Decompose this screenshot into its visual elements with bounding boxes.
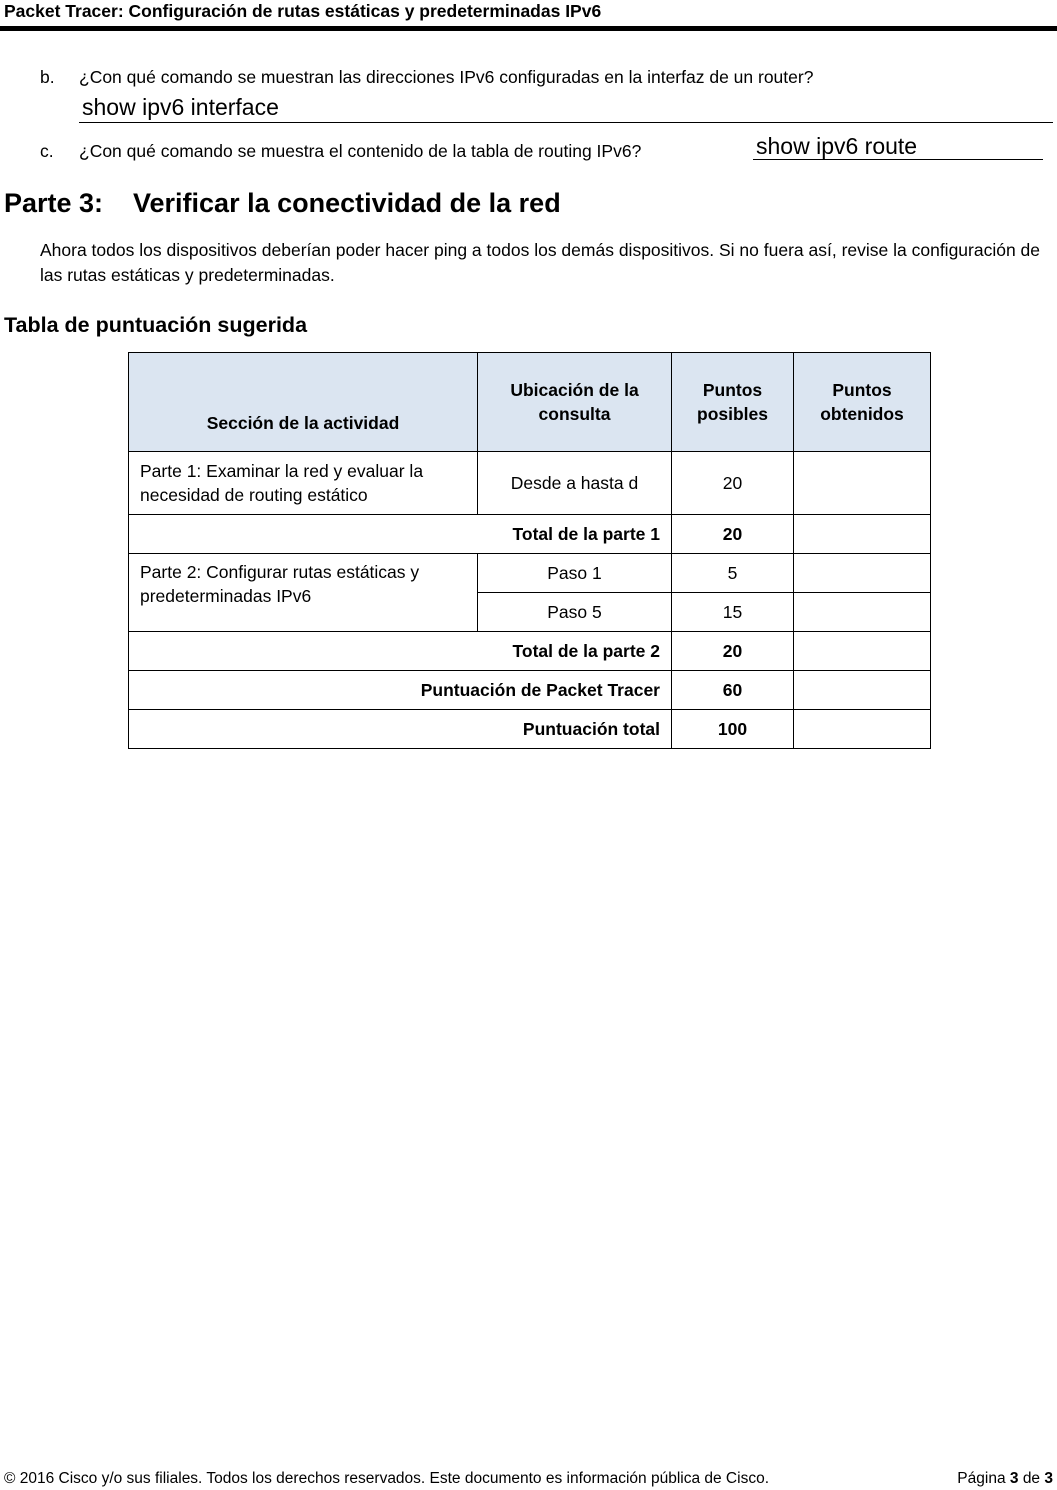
part3-paragraph: Ahora todos los dispositivos deberían poder hacer ping a todos los demás dispositivos. Si no fuera así, revise la configuración de las rutas estáticas y predeterminadas. — [40, 240, 1041, 285]
footer-page-number — [957, 1469, 1053, 1489]
part3-title: Verificar la conectividad de la red — [133, 188, 561, 218]
table-header-row — [129, 353, 931, 452]
table-row — [129, 515, 931, 554]
part2-step1-earned — [794, 554, 931, 593]
total-score-label: Puntuación total — [129, 710, 672, 749]
table-row — [129, 554, 931, 593]
footer-page-of: de — [1022, 1470, 1041, 1487]
header-points-possible: Puntos posibles — [672, 353, 794, 452]
table-row — [129, 632, 931, 671]
question-c-letter: c. — [40, 141, 54, 161]
footer-page-label: Página — [957, 1470, 1006, 1487]
scoring-table — [128, 352, 931, 749]
total-part2-label: Total de la parte 2 — [129, 632, 672, 671]
part2-step1-location: Paso 1 — [478, 554, 672, 593]
header-points-earned: Puntos obtenidos — [794, 353, 931, 452]
question-c-text: ¿Con qué comando se muestra el contenido de la tabla de routing IPv6? — [79, 141, 642, 161]
packet-tracer-earned — [794, 671, 931, 710]
total-part2-points: 20 — [672, 632, 794, 671]
scoring-table-title: Tabla de puntuación sugerida — [4, 313, 308, 337]
part1-location: Desde a hasta d — [478, 452, 672, 515]
question-b-text: ¿Con qué comando se muestran las direcciones IPv6 configuradas en la interfaz de un router? — [79, 67, 814, 87]
part2-section: Parte 2: Configurar rutas estáticas y predeterminadas IPv6 — [129, 554, 478, 632]
part2-step5-points: 15 — [672, 593, 794, 632]
question-c-answer-line — [753, 159, 1043, 160]
table-row — [129, 710, 931, 749]
part1-earned — [794, 452, 931, 515]
footer-copyright: © 2016 Cisco y/o sus filiales. Todos los derechos reservados. Este documento es información pública de Cisco. — [4, 1470, 769, 1487]
question-b-letter: b. — [40, 67, 55, 87]
part3-heading — [4, 187, 561, 219]
question-c-answer: show ipv6 route — [756, 133, 918, 159]
packet-tracer-points: 60 — [672, 671, 794, 710]
part1-section: Parte 1: Examinar la red y evaluar la necesidad de routing estático — [129, 452, 478, 515]
packet-tracer-label: Puntuación de Packet Tracer — [129, 671, 672, 710]
question-b-answer: show ipv6 interface — [82, 94, 279, 120]
total-part2-earned — [794, 632, 931, 671]
total-part1-points: 20 — [672, 515, 794, 554]
total-part1-earned — [794, 515, 931, 554]
part2-step1-points: 5 — [672, 554, 794, 593]
part1-points: 20 — [672, 452, 794, 515]
table-row — [129, 452, 931, 515]
part2-step5-location: Paso 5 — [478, 593, 672, 632]
header-section: Sección de la actividad — [129, 353, 478, 452]
page-header-title: Packet Tracer: Configuración de rutas estáticas y predeterminadas IPv6 — [4, 1, 602, 21]
question-b-answer-line — [79, 122, 1053, 123]
table-row — [129, 671, 931, 710]
total-score-points: 100 — [672, 710, 794, 749]
total-part1-label: Total de la parte 1 — [129, 515, 672, 554]
footer-page-current: 3 — [1009, 1470, 1019, 1487]
footer-page-total: 3 — [1044, 1470, 1053, 1487]
header-location: Ubicación de la consulta — [478, 353, 672, 452]
total-score-earned — [794, 710, 931, 749]
part2-step5-earned — [794, 593, 931, 632]
header-rule — [0, 26, 1057, 31]
part3-number: Parte 3: — [4, 188, 104, 218]
